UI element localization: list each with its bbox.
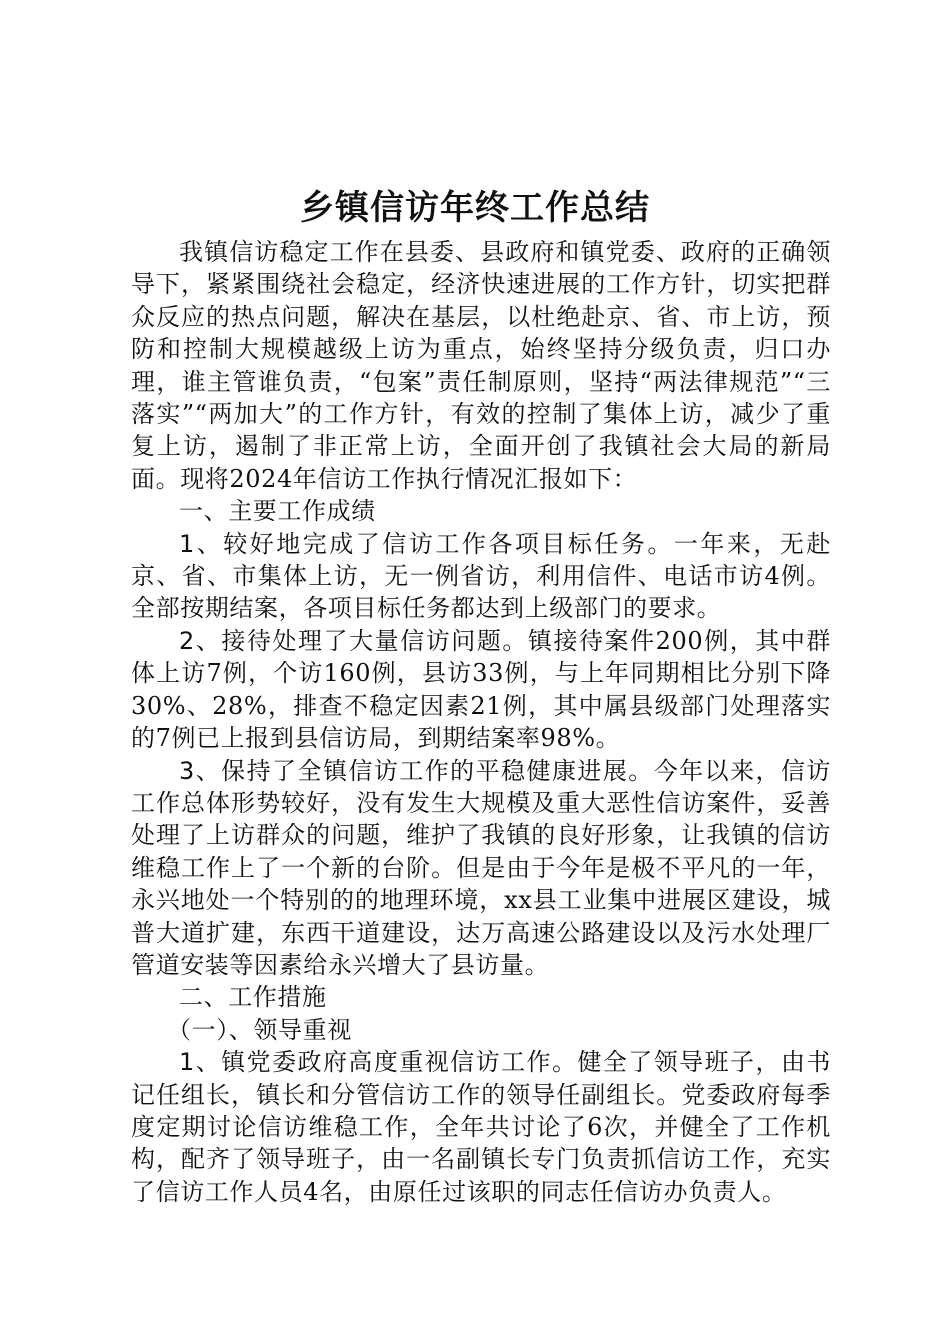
achievement-2-text: 镇接待案件200例，其中群体上访7例，个访160例，县访33例，与上年同期相比分别下降30%、28%，排查不稳定因素21例，其中属县级部门处理落实的7例已上报到县信访局，到期结案率98%。 [131,626,831,753]
sub-heading-leadership: （一）、领导重视 [167,1015,352,1044]
page-title: 乡镇信访年终工作总结 [300,188,650,228]
achievement-paragraph-3 [131,755,831,982]
section-heading-measures: 二、工作措施 [179,983,327,1012]
achievement-2-lead: 2、接待处理了大量信访问题。 [179,626,528,655]
achievement-paragraph-1 [131,528,831,625]
achievement-1-lead: 1、较好地完成了信访工作各项目标任务。 [179,529,674,558]
achievement-1-text: 一年来，无赴京、省、市集体上访，无一例省访，利用信件、电话市访4例。全部按期结案，各项目标任务都达到上级部门的要求。 [131,529,831,623]
achievement-3-text: 今年以来，信访工作总体形势较好，没有发生大规模及重大恶性信访案件，妥善处理了上访群众的问题，维护了我镇的良好形象，让我镇的信访维稳工作上了一个新的台阶。但是由于今年是极不平凡的一年，永兴地处一个特别的的地理环境，xx县工业集中进展区建设，城普大道扩建，东西干道建设，达万高速公路建设以及污水处理厂管道安装等因素给永兴增大了县访量。 [131,756,832,979]
section-heading-achievements: 一、主要工作成绩 [179,497,376,526]
document-body [131,236,831,1208]
measure-1-lead: 1、镇党委政府高度重视信访工作。 [179,1048,578,1077]
achievement-3-lead: 3、保持了全镇信访工作的平稳健康进展。 [179,756,654,785]
intro-paragraph: 我镇信访稳定工作在县委、县政府和镇党委、政府的正确领导下，紧紧围绕社会稳定，经济快速进展的工作方针，切实把群众反应的热点问题，解决在基层，以杜绝赴京、省、市上访，预防和控制大规模越级上访为重点，始终坚持分级负责，归口办理，谁主管谁负责，“包案”责任制原则，坚持“两法律规范”“三落实”“两加大”的工作方针，有效的控制了集体上访，减少了重复上访，遏制了非正常上访，全面开创了我镇社会大局的新局面。现将2024年信访工作执行情况汇报如下： [131,238,831,493]
achievement-paragraph-2 [131,625,831,755]
measure-1-text: 健全了领导班子，由书记任组长，镇长和分管信访工作的领导任副组长。党委政府每季度定期讨论信访维稳工作，全年共讨论了6次，并健全了工作机构，配齐了领导班子，由一名副镇长专门负责抓信访工作，充实了信访工作人员4名，由原任过该职的同志任信访办负责人。 [131,1048,831,1206]
measure-paragraph-1 [131,1046,831,1208]
